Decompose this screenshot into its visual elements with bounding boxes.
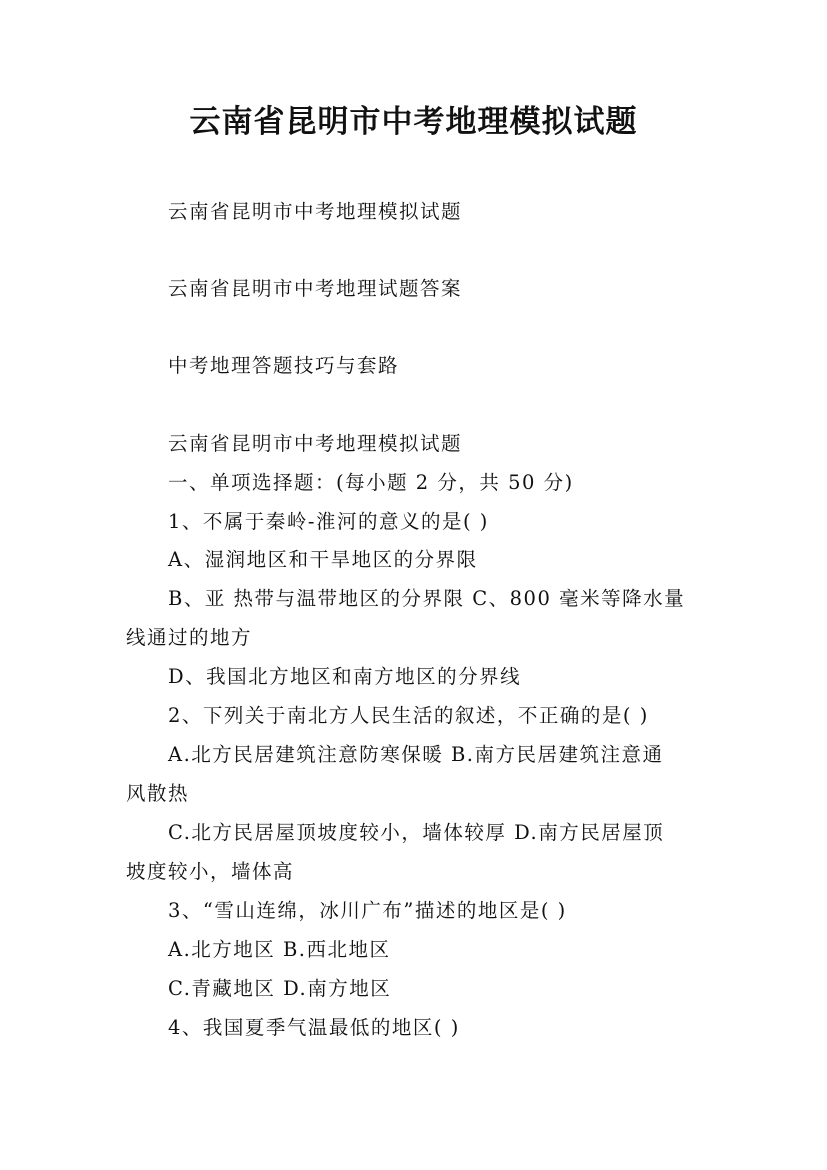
- question-1-option-bc: B、亚 热带与温带地区的分界限 C、800 毫米等降水量: [168, 587, 686, 610]
- question-2-option-cd: C.北方民居屋顶坡度较小，墙体较厚 D.南方民居屋顶: [168, 821, 665, 844]
- question-1-option-bc-continued: 线通过的地方: [126, 626, 253, 649]
- section-title: 云南省昆明市中考地理模拟试题: [168, 432, 463, 455]
- question-2-option-ab-continued: 风散热: [126, 782, 190, 805]
- question-1-stem: 1、不属于秦岭-淮河的意义的是( ): [168, 510, 489, 533]
- question-1-option-a: A、湿润地区和干旱地区的分界限: [168, 548, 478, 571]
- toc-item-3: 中考地理答题技巧与套路: [168, 354, 400, 377]
- question-2-option-cd-continued: 坡度较小，墙体高: [126, 860, 295, 883]
- part-heading: 一、单项选择题：(每小题 2 分，共 50 分): [168, 471, 574, 494]
- document-title: 云南省昆明市中考地理模拟试题: [189, 104, 638, 140]
- question-3-option-ab: A.北方地区 B.西北地区: [168, 938, 391, 961]
- toc-item-2: 云南省昆明市中考地理试题答案: [168, 277, 463, 300]
- question-4-stem: 4、我国夏季气温最低的地区( ): [168, 1016, 460, 1039]
- toc-item-1: 云南省昆明市中考地理模拟试题: [168, 200, 463, 223]
- question-3-stem: 3、“雪山连绵，冰川广布”描述的地区是( ): [168, 899, 567, 922]
- question-3-option-cd: C.青藏地区 D.南方地区: [168, 977, 392, 1000]
- question-1-option-d: D、我国北方地区和南方地区的分界线: [168, 665, 522, 688]
- question-2-option-ab: A.北方民居建筑注意防寒保暖 B.南方民居建筑注意通: [168, 743, 664, 766]
- question-2-stem: 2、下列关于南北方人民生活的叙述，不正确的是( ): [168, 704, 649, 727]
